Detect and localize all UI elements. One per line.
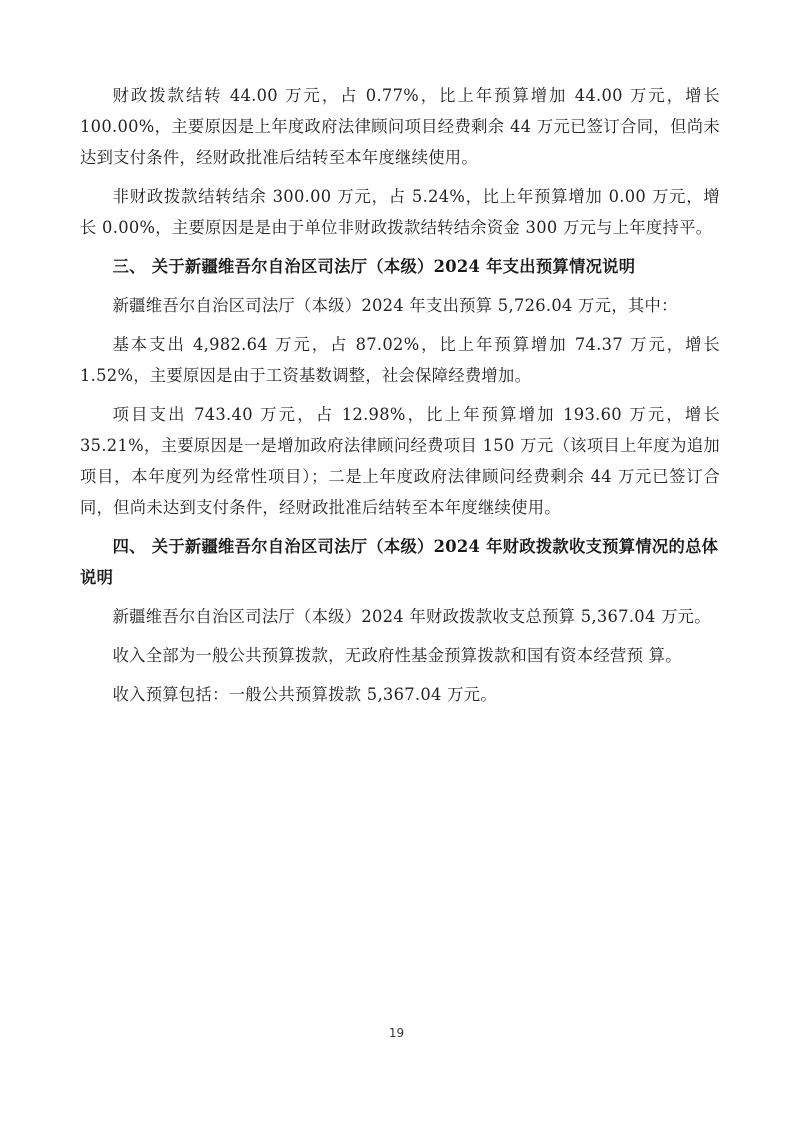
page-number: 19: [388, 1026, 405, 1040]
section-heading-expenditure: 三、 关于新疆维吾尔自治区司法厅（本级）2024 年支出预算情况说明: [112, 257, 636, 276]
paragraph-expenditure-total: 新疆维吾尔自治区司法厅（本级）2024 年支出预算 5,726.04 万元，其中：: [112, 296, 678, 315]
paragraph-project-expenditure: 项目支出 743.40 万元，占 12.98%，比上年预算增加 193.60 万元，增长 35.21%，主要原因是一是增加政府法律顾问经费项目 150 万元（该项目上年度为追加项目，本年度列为经常性项目）；二是上年度政府法律顾问经费剩余 44 万元已签订合同，但尚未达到支付条件，经财政批准后结转至本年度继续使用。: [80, 405, 720, 517]
paragraph-fiscal-budget-total: 新疆维吾尔自治区司法厅（本级）2024 年财政拨款收支总预算 5,367.04 万元。: [112, 607, 711, 626]
section-heading-fiscal-budget: 四、 关于新疆维吾尔自治区司法厅（本级）2024 年财政拨款收支预算情况的总体说明: [80, 537, 719, 587]
document-body: [80, 80, 720, 718]
paragraph-basic-expenditure: 基本支出 4,982.64 万元，占 87.02%，比上年预算增加 74.37 万元，增长 1.52%，主要原因是由于工资基数调整，社会保障经费增加。: [80, 335, 720, 385]
paragraph-income-composition: 收入全部为一般公共预算拨款，无政府性基金预算拨款和国有资本经营预 算。: [112, 646, 682, 665]
paragraph-fiscal-carryover: 财政拨款结转 44.00 万元，占 0.77%，比上年预算增加 44.00 万元，增长 100.00%，主要原因是上年度政府法律顾问项目经费剩余 44 万元已签订合同，但尚未达到支付条件，经财政批准后结转至本年度继续使用。: [80, 86, 720, 167]
paragraph-income-budget: 收入预算包括：一般公共预算拨款 5,367.04 万元。: [112, 685, 497, 704]
paragraph-nonfiscal-carryover: 非财政拨款结转结余 300.00 万元，占 5.24%，比上年预算增加 0.00 万元，增长 0.00%，主要原因是是由于单位非财政拨款结转结余资金 300 万元与上年度持平。: [80, 187, 720, 237]
